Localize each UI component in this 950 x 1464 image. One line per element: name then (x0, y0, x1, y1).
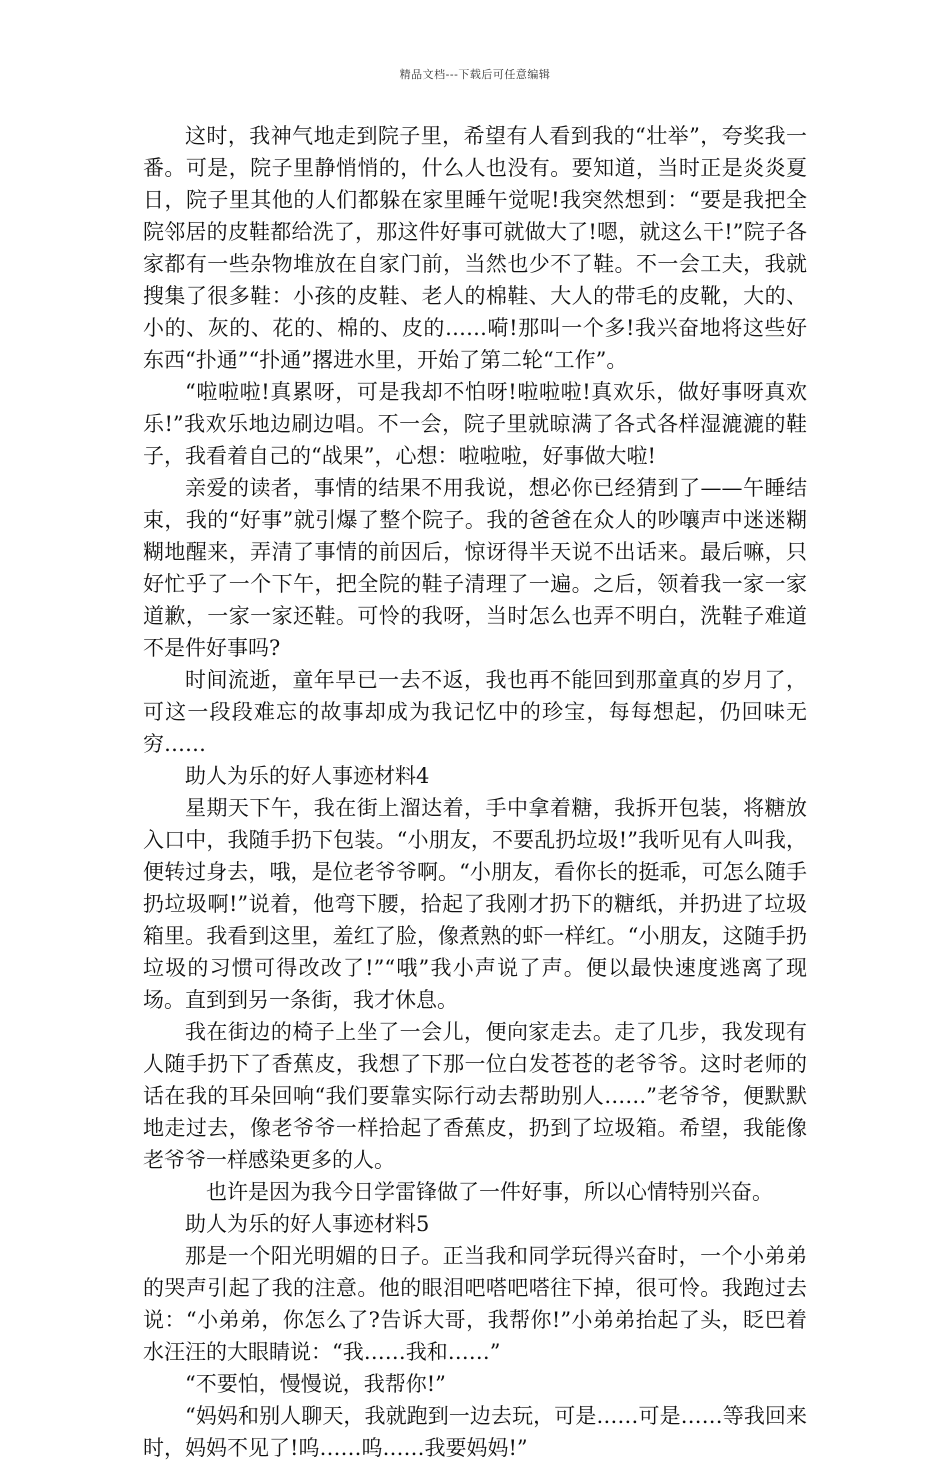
page-header: 精品文档---下载后可任意编辑 (399, 68, 551, 81)
paragraph: 星期天下午，我在街上溜达着，手中拿着糖，我拆开包装，将糖放入口中，我随手扔下包装。“小朋友，不要乱扔垃圾!”我听见有人叫我，便转过身去，哦，是位老爷爷啊。“小朋友，看你长的挺乖，可怎么随手扔垃圾啊!”说着，他弯下腰，拾起了我刚才扔下的糖纸，并扔进了垃圾箱里。我看到这里，羞红了脸，像煮熟的虾一样红。“小朋友，这随手扔垃圾的习惯可得改改了!”“哦”我小声说了声。便以最快速度逃离了现场。直到到另一条街，我才休息。 (143, 796, 807, 1012)
paragraph: “不要怕，慢慢说，我帮你!” (185, 1372, 446, 1396)
section-heading: 助人为乐的好人事迹材料4 (185, 764, 430, 788)
paragraph: 也许是因为我今日学雷锋做了一件好事，所以心情特别兴奋。 (206, 1180, 773, 1204)
paragraph: “妈妈和别人聊天，我就跑到一边去玩，可是……可是……等我回来时，妈妈不见了!呜……呜……我要妈妈!” (143, 1404, 807, 1460)
paragraph: 我在街边的椅子上坐了一会儿，便向家走去。走了几步，我发现有人随手扔下了香蕉皮，我想了下那一位白发苍苍的老爷爷。这时老师的话在我的耳朵回响“我们要靠实际行动去帮助别人……”老爷爷，便默默地走过去，像老爷爷一样拾起了香蕉皮，扔到了垃圾箱。希望，我能像老爷爷一样感染更多的人。 (143, 1020, 807, 1172)
paragraph: 亲爱的读者，事情的结果不用我说，想必你已经猜到了——午睡结束，我的“好事”就引爆了整个院子。我的爸爸在众人的吵嚷声中迷迷糊糊地醒来，弄清了事情的前因后，惊讶得半天说不出话来。最后嘛，只好忙乎了一个下午，把全院的鞋子清理了一遍。之后，领着我一家一家道歉，一家一家还鞋。可怜的我呀，当时怎么也弄不明白，洗鞋子难道不是件好事吗? (143, 476, 807, 660)
paragraph: 时间流逝，童年早已一去不返，我也再不能回到那童真的岁月了，可这一段段难忘的故事却成为我记忆中的珍宝，每每想起，仍回味无穷…… (143, 668, 807, 756)
paragraph: 那是一个阳光明媚的日子。正当我和同学玩得兴奋时，一个小弟弟的哭声引起了我的注意。他的眼泪吧嗒吧嗒往下掉，很可怜。我跑过去说：“小弟弟，你怎么了?告诉大哥，我帮你!”小弟弟抬起了头，眨巴着水汪汪的大眼睛说：“我……我和……” (143, 1244, 807, 1364)
paragraph: 这时，我神气地走到院子里，希望有人看到我的“壮举”，夸奖我一番。可是，院子里静悄悄的，什么人也没有。要知道，当时正是炎炎夏日，院子里其他的人们都躲在家里睡午觉呢!我突然想到：“要是我把全院邻居的皮鞋都给洗了，那这件好事可就做大了!嗯，就这么干!”院子各家都有一些杂物堆放在自家门前，当然也少不了鞋。不一会工夫，我就搜集了很多鞋：小孩的皮鞋、老人的棉鞋、大人的带毛的皮靴，大的、小的、灰的、花的、棉的、皮的……嗬!那叫一个多!我兴奋地将这些好东西“扑通”“扑通”撂进水里，开始了第二轮“工作”。 (143, 124, 807, 372)
section-heading: 助人为乐的好人事迹材料5 (185, 1212, 430, 1236)
document-body (143, 120, 807, 1464)
paragraph: “啦啦啦!真累呀，可是我却不怕呀!啦啦啦!真欢乐，做好事呀真欢乐!”我欢乐地边刷边唱。不一会，院子里就晾满了各式各样湿漉漉的鞋子，我看着自己的“战果”，心想：啦啦啦，好事做大啦! (143, 380, 807, 468)
